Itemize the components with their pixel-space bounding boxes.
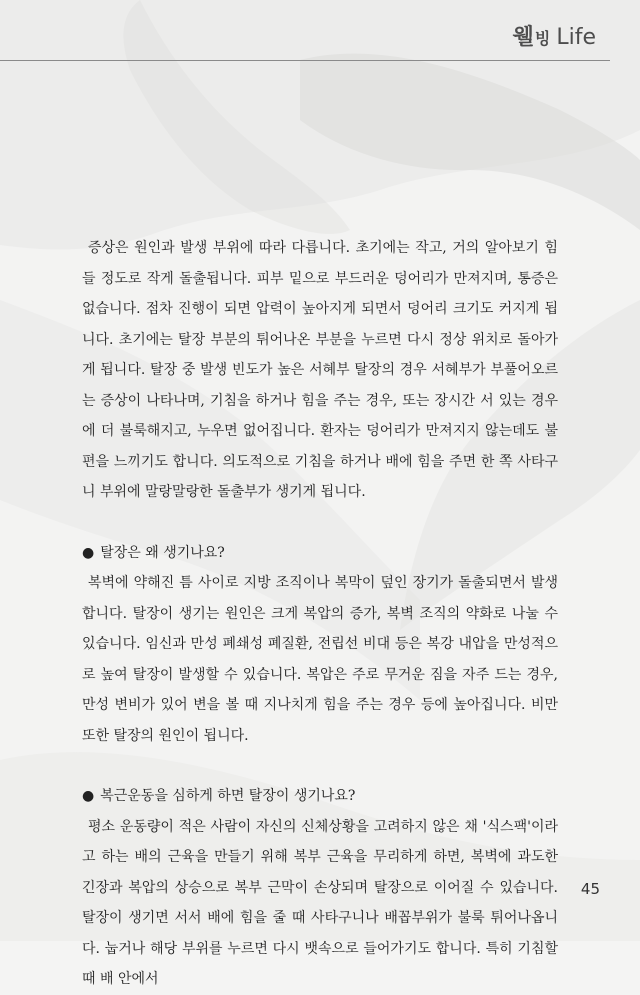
answer-paragraph-1: 복벽에 약해진 틈 사이로 지방 조직이나 복막이 덮인 장기가 돌출되면서 발생합니다. 탈장이 생기는 원인은 크게 복압의 증가, 복벽 조직의 약화로 나눌 수 있습니다. 임신과 만성 폐쇄성 폐질환, 전립선 비대 등은 복강 내압을 만성적으로 높여 탈장이 발생할 수 있습니다. 복압은 주로 무거운 짐을 자주 드는 경우, 만성 변비가 있어 변을 볼 때 지나치게 힘을 주는 경우 등에 높아집니다. 비만 또한 탈장의 원인이 됩니다.	[82, 575, 558, 744]
article-body	[82, 233, 558, 995]
section-title-life: Life	[556, 25, 596, 50]
section-title-sub: 빙	[534, 29, 551, 48]
section-title-main: 웰	[512, 25, 534, 50]
question-heading-2	[82, 781, 558, 812]
page-number: 45	[580, 880, 600, 898]
bullet-icon: ●	[82, 544, 95, 561]
section-gap	[82, 751, 558, 781]
section-title	[513, 20, 596, 51]
header-rule	[0, 60, 610, 61]
question-text-1: 탈장은 왜 생기나요?	[100, 544, 225, 561]
section-gap	[82, 508, 558, 538]
question-heading-1	[82, 538, 558, 569]
bullet-icon: ●	[82, 788, 95, 804]
intro-paragraph: 증상은 원인과 발생 부위에 따라 다릅니다. 초기에는 작고, 거의 알아보기 힘들 정도로 작게 돌출됩니다. 피부 밑으로 부드러운 덩어리가 만져지며, 통증은 없습니다. 점차 진행이 되면 압력이 높아지게 되면서 덩어리 크기도 커지게 됩니다. 초기에는 탈장 부분의 튀어나온 부분을 누르면 다시 정상 위치로 돌아가게 됩니다. 탈장 중 발생 빈도가 높은 서혜부 탈장의 경우 서혜부가 부풀어오르는 증상이 나타나며, 기침을 하거나 힘을 주는 경우, 또는 장시간 서 있는 경우에 더 불룩해지고, 누우면 없어집니다. 환자는 덩어리가 만져지지 않는데도 불편을 느끼기도 합니다. 의도적으로 기침을 하거나 배에 힘을 주면 한 쪽 사타구니 부위에 말랑말랑한 돌출부가 생기게 됩니다.	[82, 240, 558, 500]
answer-paragraph-2: 평소 운동량이 적은 사람이 자신의 신체상황을 고려하지 않은 채 '식스팩'이라고 하는 배의 근육을 만들기 위해 복부 근육을 무리하게 하면, 복벽에 과도한 긴장과 복압의 상승으로 복부 근막이 손상되며 탈장으로 이어질 수 있습니다. 탈장이 생기면 서서 배에 힘을 줄 때 사타구니나 배꼽부위가 불룩 튀어나옵니다. 눕거나 해당 부위를 누르면 다시 뱃속으로 들어가기도 합니다. 특히 기침할 때 배 안에서	[82, 818, 558, 987]
question-text-2: 복근운동을 심하게 하면 탈장이 생기나요?	[100, 788, 356, 804]
